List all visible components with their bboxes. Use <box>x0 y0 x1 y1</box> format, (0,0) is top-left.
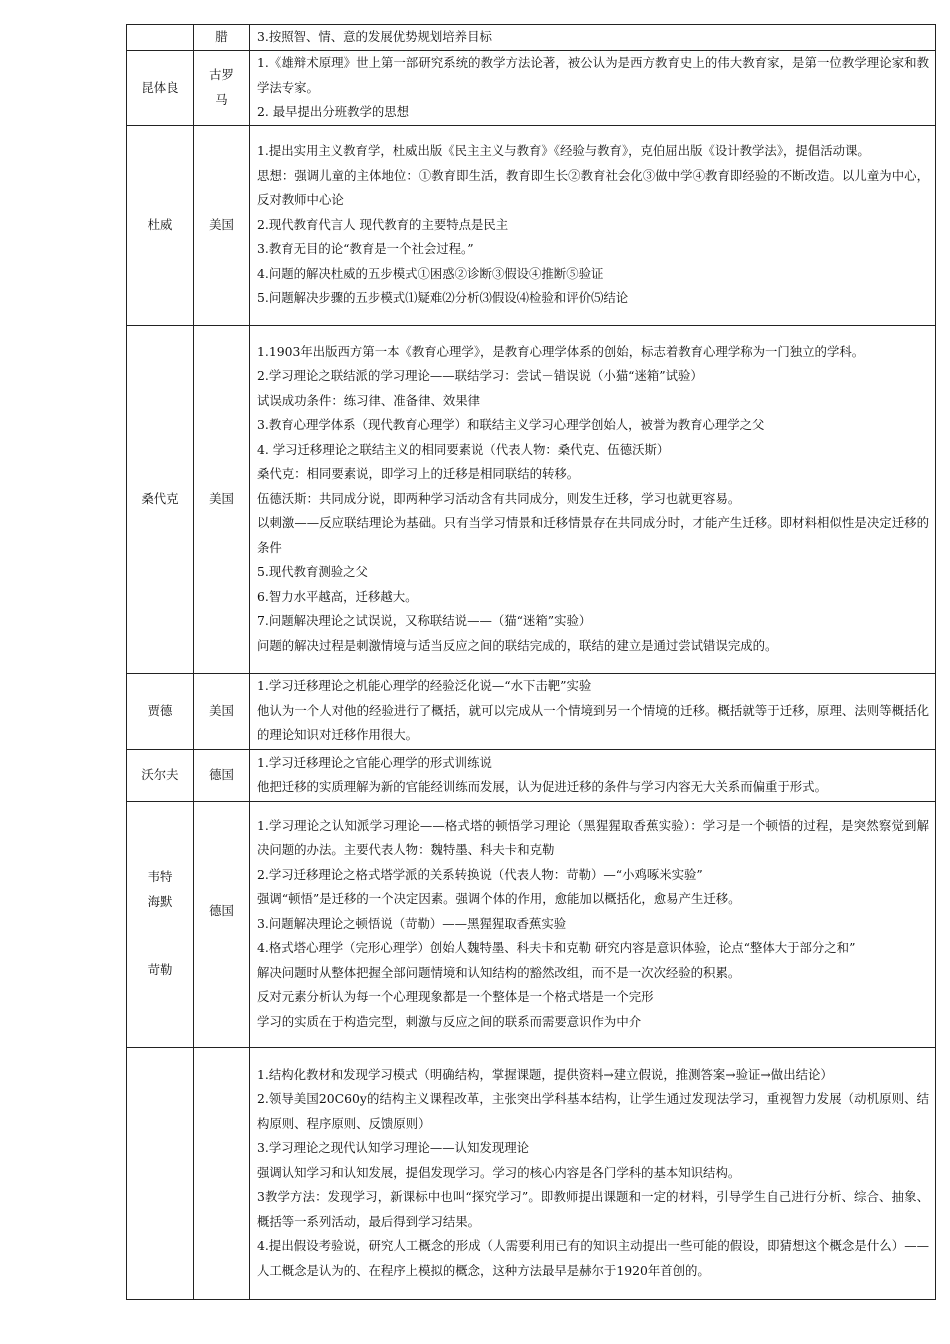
description-cell <box>250 125 936 325</box>
description-line: 以刺激——反应联结理论为基础。只有当学习情景和迁移情景存在共同成分时，才能产生迁移。即材料相似性是决定迁移的条件 <box>257 515 929 555</box>
description-line: 桑代克：相同要素说，即学习上的迁移是相同联结的转移。 <box>257 466 580 482</box>
table-row <box>127 125 936 325</box>
country-cell: 腊 <box>194 25 250 51</box>
description-line: 1.学习迁移理论之机能心理学的经验泛化说—“水下击靶”实验 <box>257 678 592 694</box>
description-line: 他认为一个人对他的经验进行了概括，就可以完成从一个情境到另一个情境的迁移。概括就等于迁移，原理、法则等概括化的理论知识对迁移作用很大。 <box>257 702 929 743</box>
description-line: 2.学习迁移理论之格式塔学派的关系转换说（代表人物：苛勒）—“小鸡啄米实验” <box>257 866 703 882</box>
description-line: 2.现代教育代言人 现代教育的主要特点是民主 <box>257 216 509 232</box>
country-cell: 美国 <box>194 325 250 673</box>
description-line: 7.问题解决理论之试误说，又称联结说——（猫“迷箱”实验） <box>257 613 592 629</box>
country-cell <box>194 1047 250 1299</box>
description-line: 问题的解决过程是刺激情境与适当反应之间的联结完成的，联结的建立是通过尝试错误完成的。 <box>257 637 778 653</box>
description-line: 3.学习理论之现代认知学习理论——认知发现理论 <box>257 1140 530 1156</box>
educator-name-cell: 桑代克 <box>127 325 194 673</box>
description-line: 强调认知学习和认知发展，提倡发现学习。学习的核心内容是各门学科的基本知识结构。 <box>257 1164 741 1180</box>
table-row <box>127 25 936 51</box>
educator-name-line: 海默 <box>147 893 173 909</box>
description-line: 4.提出假设考验说，研究人工概念的形成（人需要利用已有的知识主动提出一些可能的假设，即猜想这个概念是什么）——人工概念是认为的、在程序上模拟的概念，这种方法最早是赫尔于1920年首创的。 <box>257 1238 929 1278</box>
table-row <box>127 749 936 801</box>
description-line: 伍德沃斯：共同成分说，即两种学习活动含有共同成分，则发生迁移，学习也就更容易。 <box>257 490 741 506</box>
description-cell <box>250 1047 936 1299</box>
description-cell <box>250 325 936 673</box>
description-line: 1.1903年出版西方第一本《教育心理学》，是教育心理学体系的创始，标志着教育心理学称为一门独立的学科。 <box>257 343 865 359</box>
description-line: 1.《雄辩术原理》世上第一部研究系统的教学方法论著，被公认为是西方教育史上的伟大教育家，是第一位教学理论家和教学法专家。 <box>257 55 929 95</box>
description-line: 5.问题解决步骤的五步模式⑴疑难⑵分析⑶假设⑷检验和评价⑸结论 <box>257 290 629 306</box>
description-cell <box>250 51 936 126</box>
description-line: 思想：强调儿童的主体地位：①教育即生活，教育即生长②教育社会化③做中学④教育即经验的不断改造。以儿童为中心，反对教师中心论 <box>257 167 929 208</box>
description-line: 3.教育无目的论“教育是一个社会过程。” <box>257 241 474 257</box>
description-line: 2.领导美国20C60y的结构主义课程改革，主张突出学科基本结构，让学生通过发现法学习，重视智力发展（动机原则、结构原则、程序原则、反馈原则） <box>257 1091 929 1131</box>
educator-name-cell: 杜威 <box>127 125 194 325</box>
description-line: 学习的实质在于构造完型，刺激与反应之间的联系而需要意识作为中介 <box>257 1013 642 1029</box>
description-line: 3.问题解决理论之顿悟说（苛勒）——黑猩猩取香蕉实验 <box>257 915 567 931</box>
table-row <box>127 801 936 1047</box>
description-line: 5.现代教育测验之父 <box>257 564 368 580</box>
description-line: 反对元素分析认为每一个心理现象都是一个整体是一个格式塔是一个完形 <box>257 989 654 1005</box>
description-line: 4. 学习迁移理论之联结主义的相同要素说（代表人物：桑代克、伍德沃斯） <box>257 441 670 457</box>
country-cell: 美国 <box>194 673 250 749</box>
description-line: 强调“顿悟”是迁移的一个决定因素。强调个体的作用，愈能加以概括化，愈易产生迁移。 <box>257 891 741 907</box>
description-cell <box>250 749 936 801</box>
educator-name-cell: 贾德 <box>127 673 194 749</box>
educator-name-cell <box>127 25 194 51</box>
description-line: 3.按照智、情、意的发展优势规划培养目标 <box>257 29 492 45</box>
country-text: 古罗马 <box>209 67 234 107</box>
description-cell <box>250 801 936 1047</box>
description-line: 3教学方法：发现学习，新课标中也叫“探究学习”。即教师提出课题和一定的材料，引导学生自己进行分析、综合、抽象、概括等一系列活动，最后得到学习结果。 <box>257 1189 929 1229</box>
description-cell <box>250 673 936 749</box>
description-line: 1.学习迁移理论之官能心理学的形式训练说 <box>257 754 492 770</box>
description-line: 解决问题时从整体把握全部问题情境和认知结构的豁然改组，而不是一次次经验的积累。 <box>257 964 741 980</box>
description-cell <box>250 25 936 51</box>
description-line: 试误成功条件：练习律、准备律、效果律 <box>257 392 481 408</box>
description-line: 他把迁移的实质理解为新的官能经训练而发展，认为促进迁移的条件与学习内容无大关系而偏重于形式。 <box>257 779 827 794</box>
educator-name-line: 韦特 <box>147 869 173 885</box>
educator-name-cell: 昆体良 <box>127 51 194 126</box>
educator-name-cell <box>127 1047 194 1299</box>
table-row <box>127 325 936 673</box>
table-row <box>127 1047 936 1299</box>
description-line: 2. 最早提出分班教学的思想 <box>257 104 410 119</box>
educator-name-cell <box>127 801 194 1047</box>
description-line: 3.教育心理学体系（现代教育心理学）和联结主义学习心理学创始人，被誉为教育心理学之父 <box>257 417 765 433</box>
description-line: 4.问题的解决杜威的五步模式①困惑②诊断③假设④推断⑤验证 <box>257 265 604 281</box>
description-line: 2.学习理论之联结派的学习理论——联结学习：尝试－错误说（小猫“迷箱”试验） <box>257 368 703 384</box>
description-line: 1.提出实用主义教育学，杜威出版《民主主义与教育》《经验与教育》，克伯屈出版《设计教学法》，提倡活动课。 <box>257 143 870 159</box>
educator-name-cell: 沃尔夫 <box>127 749 194 801</box>
table-row <box>127 673 936 749</box>
country-text: 德国 <box>209 902 234 918</box>
educators-table <box>126 24 936 1300</box>
description-line: 1.结构化教材和发现学习模式（明确结构，掌握课题，提供资料→建立假说，推测答案→验证→做出结论） <box>257 1066 833 1082</box>
description-line: 1.学习理论之认知派学习理论——格式塔的顿悟学习理论（黑猩猩取香蕉实验）：学习是一个顿悟的过程，是突然察觉到解决问题的办法。主要代表人物：魏特墨、科夫卡和克勒 <box>257 817 929 858</box>
table-row <box>127 51 936 126</box>
description-line: 4.格式塔心理学（完形心理学）创始人魏特墨、科夫卡和克勒 研究内容是意识体验，论点“整体大于部分之和” <box>257 940 856 956</box>
country-cell <box>194 801 250 1047</box>
educator-name-line: 苛勒 <box>147 962 173 978</box>
country-cell <box>194 51 250 126</box>
description-line: 6.智力水平越高，迁移越大。 <box>257 588 418 604</box>
country-cell: 美国 <box>194 125 250 325</box>
country-cell: 德国 <box>194 749 250 801</box>
